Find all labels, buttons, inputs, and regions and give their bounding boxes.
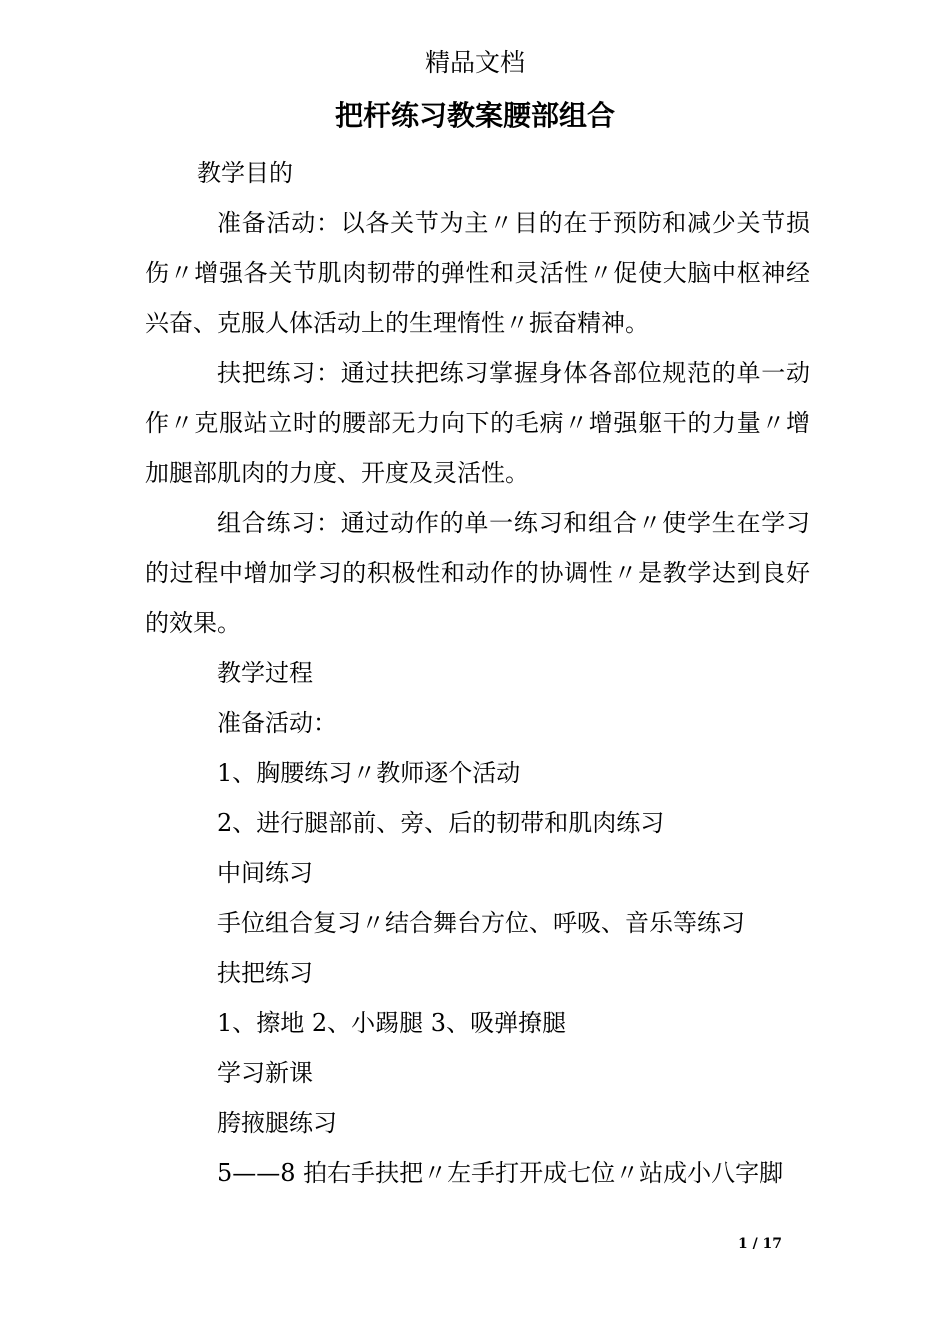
paragraph: 1、胸腰练习〃教师逐个活动 [217, 759, 521, 787]
paragraph: 准备活动： [217, 709, 337, 737]
page-number: 1 / 17 [737, 1236, 783, 1252]
paragraph: 组合练习：通过动作的单一练习和组合〃使学生在学习的过程中增加学习的积极性和动作的协调性〃是教学达到良好的效果。 [145, 509, 810, 637]
paragraph: 5——8 拍右手扶把〃左手打开成七位〃站成小八字脚 [217, 1159, 784, 1187]
paragraph: 胯掖腿练习 [217, 1109, 337, 1137]
document-body [145, 148, 810, 1198]
page-header: 精品文档 [424, 48, 525, 77]
paragraph: 扶把练习：通过扶把练习掌握身体各部位规范的单一动作〃克服站立时的腰部无力向下的毛病〃增强躯干的力量〃增加腿部肌肉的力度、开度及灵活性。 [145, 359, 810, 487]
paragraph: 扶把练习 [217, 959, 313, 987]
paragraph: 教学过程 [217, 659, 313, 687]
paragraph: 1、擦地 2、小踢腿 3、吸弹撩腿 [217, 1009, 567, 1037]
document-title: 把杆练习教案腰部组合 [334, 99, 615, 132]
paragraph: 中间练习 [217, 859, 313, 887]
paragraph: 学习新课 [217, 1059, 313, 1087]
paragraph: 手位组合复习〃结合舞台方位、呼吸、音乐等练习 [217, 909, 745, 937]
paragraph: 教学目的 [197, 159, 293, 187]
paragraph: 准备活动：以各关节为主〃目的在于预防和减少关节损伤〃增强各关节肌肉韧带的弹性和灵活性〃促使大脑中枢神经兴奋、克服人体活动上的生理惰性〃振奋精神。 [145, 209, 810, 337]
paragraph: 2、进行腿部前、旁、后的韧带和肌肉练习 [217, 809, 665, 837]
